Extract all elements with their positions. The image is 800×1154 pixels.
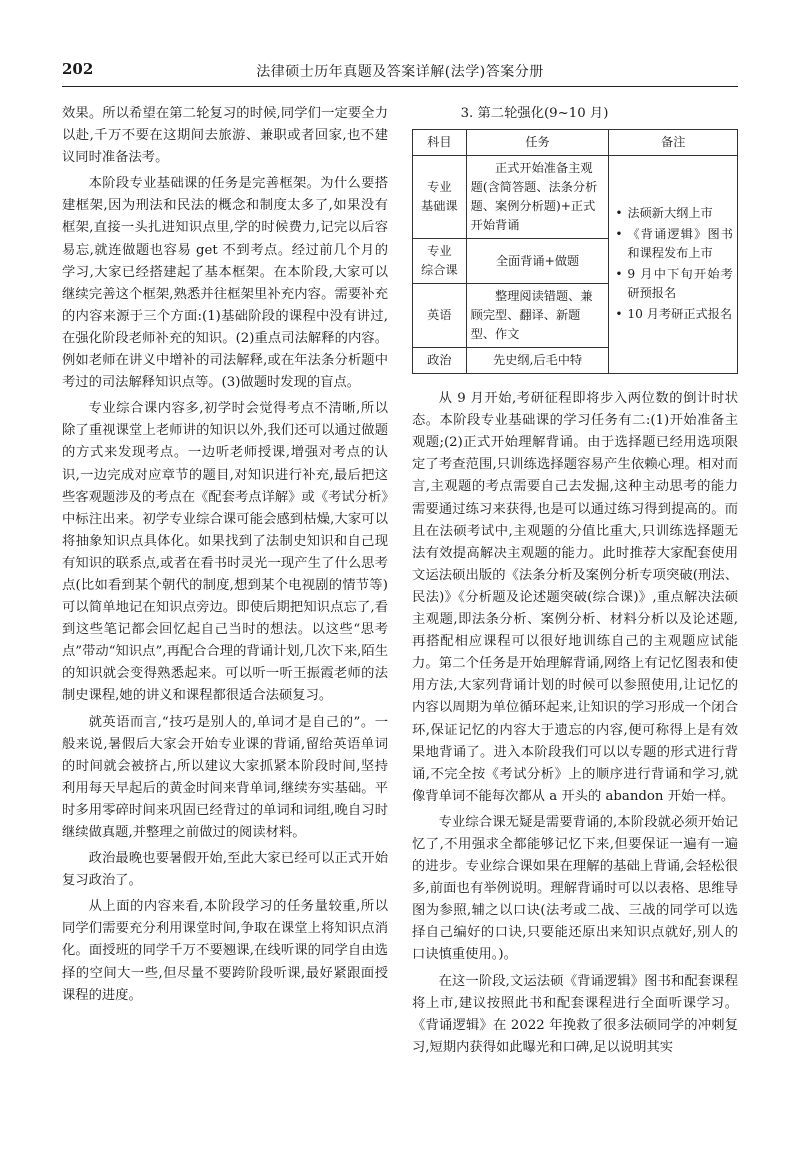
paragraph: 从 9 月开始,考研征程即将步入两位数的倒计时状态。本阶段专业基础课的学习任务有二:(1)开始准备主观题;(2)正式开始理解背诵。由于选择题已经用选项限定了考查范围,只训练选择题容易产生依赖心理。相对而言,主观题的考点需要自己去发掘,这种主动思考的能力需要通过练习来获得,也是可以通过练习得到提高的。而且在法硕考试中,主观题的分值比重大,只训练选择题无法有效提高解决主观题的能力。此时推荐大家配套使用文运法硕出版的《法条分析及案例分析专项突破(刑法、民法)》《分析题及论述题突破(综合课)》,重点解决法硕主观题,即法条分析、案例分析、材料分析以及论述题,再搭配相应课程可以很好地训练自己的主观题应试能力。第二个任务是开始理解背诵,网络上有记忆图表和使用方法,大家列背诵计划的时候可以参照使用,让记忆的内容以周期为单位循环起来,让知识的学习形成一个闭合环,保证记忆的内容大于遗忘的内容,便可称得上是有效果地背诵了。进入本阶段我们可以以专题的形式进行背诵,不完全按《考试分析》上的顺序进行背诵和学习,就像背单词不能每次都从 a 开头的 abandon 开始一样。	[412, 391, 738, 804]
paragraph: 效果。所以希望在第二轮复习的时候,同学们一定要全力以赴,千万不要在这期间去旅游、兼职或者回家,也不建议同时准备法考。	[62, 106, 388, 166]
table-header-row	[413, 130, 738, 156]
notes-list	[613, 204, 733, 324]
paragraph: 在这一阶段,文运法硕《背诵逻辑》图书和配套课程将上市,建议按照此书和配套课程进行全面听课学习。《背诵逻辑》在 2022 年挽救了很多法硕同学的冲刺复习,短期内获得如此曝光和口碑,足以说明其实	[412, 973, 738, 1055]
cell-task: 正式开始准备主观题(含简答题、法条分析题、案例分析题)+正式开始背诵	[466, 156, 609, 239]
running-title: 法律硕士历年真题及答案详解(法学)答案分册	[256, 64, 544, 80]
left-column	[62, 103, 388, 1011]
paragraph: 就英语而言,“技巧是别人的,单词才是自己的”。一般来说,暑假后大家会开始专业课的背诵,留给英语单词的时间就会被挤占,所以建议大家抓紧本阶段时间,坚持利用每天早起后的黄金时间来背单词,继续夯实基础。平时多用零碎时间来巩固已经背过的单词和词组,晚自习时继续做真题,并整理之前做过的阅读材料。	[62, 714, 388, 840]
column-header-note: 备注	[609, 130, 738, 156]
cell-task: 先史纲,后毛中特	[466, 348, 609, 374]
cell-task: 整理阅读错题、兼顾完型、翻译、新题型、作文	[466, 284, 609, 348]
cell-notes	[609, 156, 738, 374]
study-plan-table	[412, 129, 738, 374]
cell-subject: 专业 基础课	[413, 156, 467, 239]
cell-task: 全面背诵+做题	[466, 239, 609, 284]
paragraph: 本阶段专业基础课的任务是完善框架。为什么要搭建框架,因为刑法和民法的概念和制度太多了,如果没有框架,直接一头扎进知识点里,学的时候费力,记完以后容易忘,就连做题也容易 get 不到考点。经过前几个月的学习,大家已经搭建起了基本框架。在本阶段,大家可以继续完善这个框架,熟悉并往框架里补充内容。需要补充的内容来源于三个方面:(1)基础阶段的课程中没有讲过,在强化阶段老师补充的知识。(2)重点司法解释的内容。例如老师在讲义中增补的司法解释,或在年法条分析题中考过的司法解释知识点等。(3)做题时发现的盲点。	[62, 176, 388, 391]
note-item: • 9 月中下旬开始考研预报名	[613, 265, 733, 303]
note-item: • 法硕新大纲上市	[613, 204, 733, 223]
paragraph: 专业综合课无疑是需要背诵的,本阶段就必须开始记忆了,不用强求全都能够记忆下来,但要保证一遍有一遍的进步。专业综合课如果在理解的基础上背诵,会轻松很多,前面也有举例说明。理解背诵时可以以表格、思维导图为参照,辅之以口诀(法考或二战、三战的同学可以选择自己编好的口诀,只要能还原出来知识点就好,别人的口诀慎重使用。)。	[412, 814, 738, 963]
column-header-subject: 科目	[413, 130, 467, 156]
note-item: • 《背诵逻辑》图书和课程发布上市	[613, 225, 733, 263]
header-rule	[62, 86, 738, 87]
table-row	[413, 156, 738, 239]
right-column	[412, 103, 738, 1063]
cell-subject: 政治	[413, 348, 467, 374]
paragraph: 从上面的内容来看,本阶段学习的任务量较重,所以同学们需要充分利用课堂时间,争取在课堂上将知识点消化。面授班的同学千万不要翘课,在线听课的同学自由选择的空间大一些,但尽量不要跨阶段听课,最好紧跟面授课程的进度。	[62, 899, 388, 1003]
page-header	[62, 58, 738, 88]
column-header-task: 任务	[466, 130, 609, 156]
paragraph: 专业综合课内容多,初学时会觉得考点不清晰,所以除了重视课堂上老师讲的知识以外,我们还可以通过做题的方式来发现考点。一边听老师授课,增强对考点的认识,一边完成对应章节的题目,对知识进行补充,最后把这些客观题涉及的考点在《配套考点详解》或《考试分析》中标注出来。初学专业综合课可能会感到枯燥,大家可以将抽象知识点具体化。如果找到了法制史知识和自己现有知识的联系点,或者在看书时灵光一现产生了什么思考点(比如看到某个朝代的制度,想到某个电视剧的情节等)可以简单地记在知识点旁边。即使后期把知识点忘了,看到这些笔记都会回忆起自己当时的想法。以这些“思考点”带动“知识点”,再配合合理的背诵计划,几次下来,陌生的知识就会变得熟悉起来。可以听一听王振霞老师的法制史课程,她的讲义和课程都很适合法硕复习。	[62, 401, 388, 704]
paragraph: 政治最晚也要暑假开始,至此大家已经可以正式开始复习政治了。	[62, 851, 388, 889]
cell-subject: 英语	[413, 284, 467, 348]
cell-subject: 专业 综合课	[413, 239, 467, 284]
section-heading: 3. 第二轮强化(9~10 月)	[460, 106, 609, 121]
note-item: • 10 月考研正式报名	[613, 305, 733, 324]
page-number: 202	[62, 60, 94, 78]
